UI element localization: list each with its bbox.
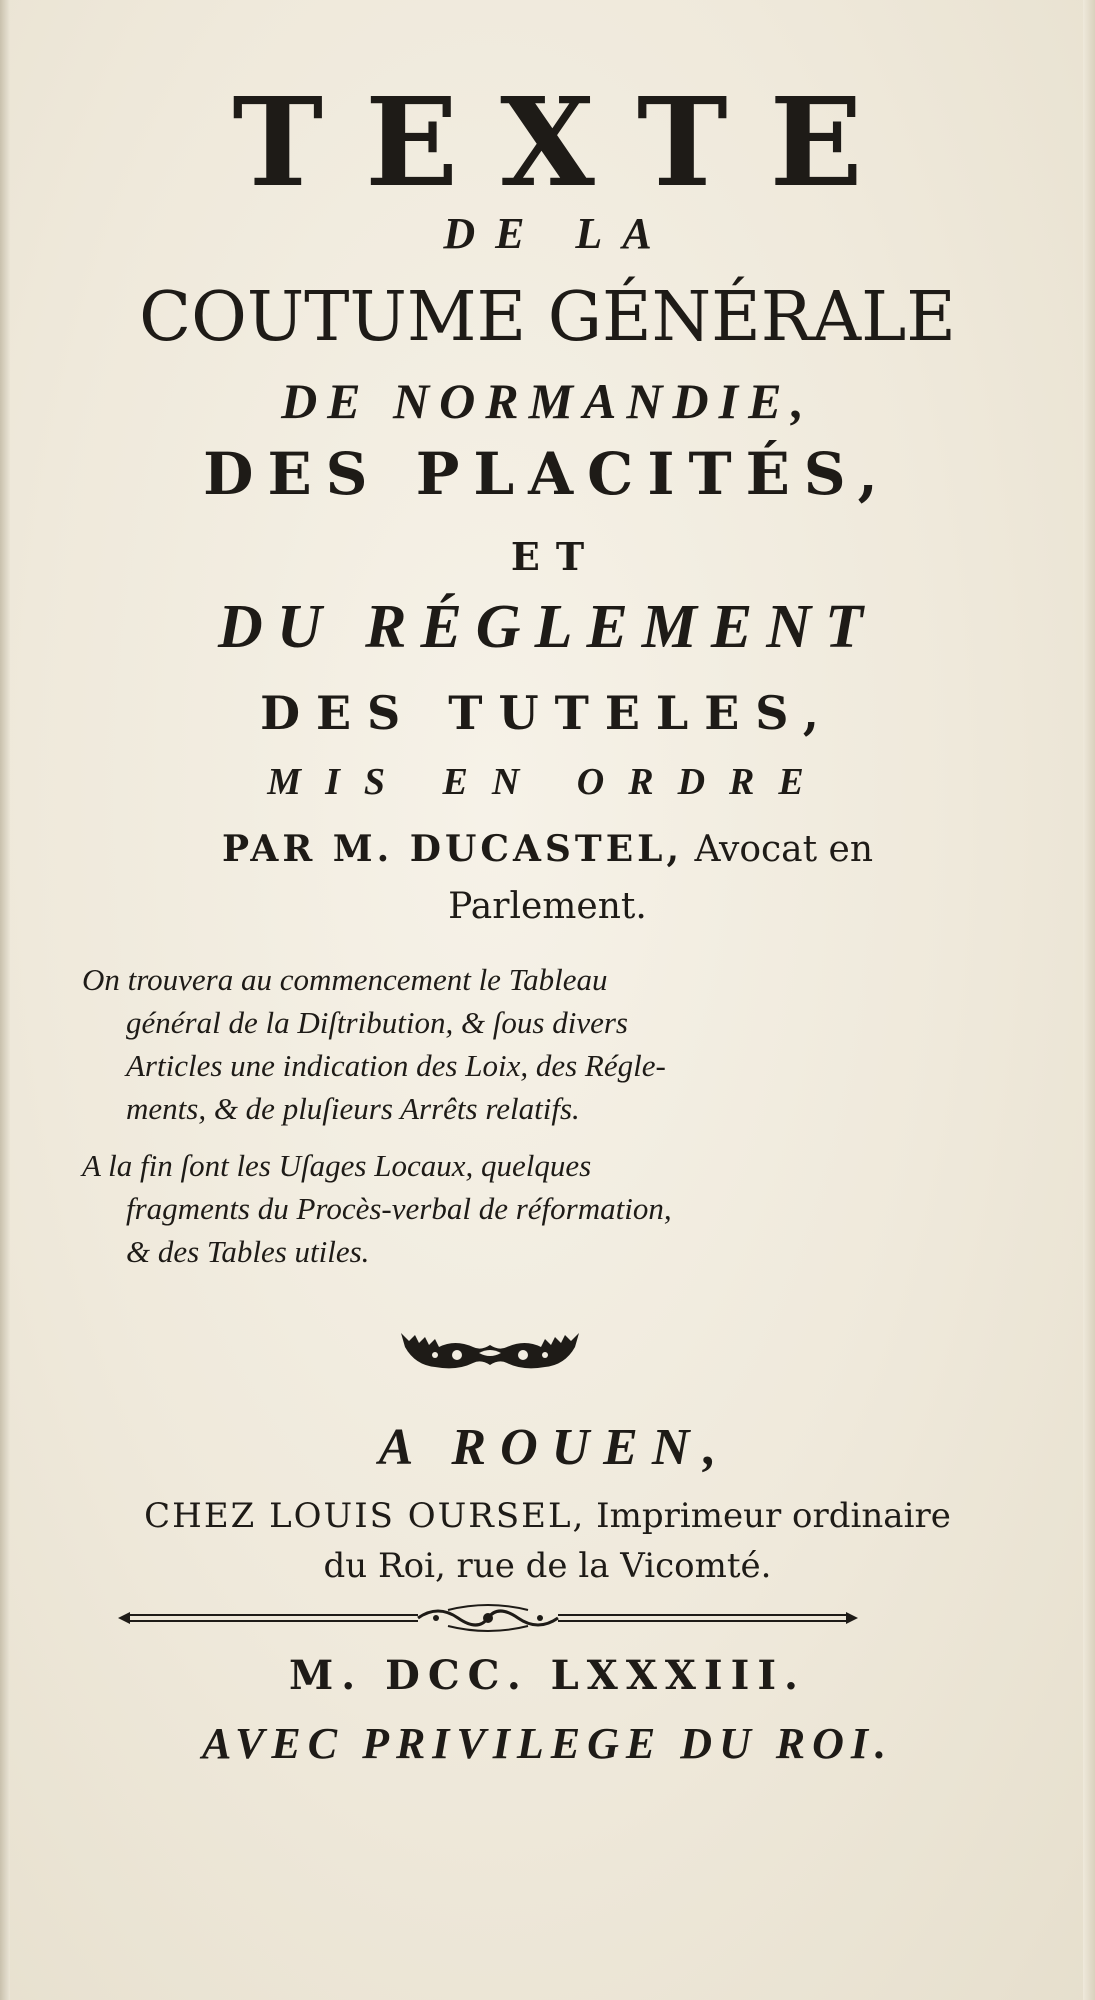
- title-de-la: DE LA: [443, 209, 672, 258]
- imprint-printer: [0, 1496, 1095, 1536]
- description-line: général de la Diſtribution, & ſous divers: [126, 1005, 628, 1040]
- printer-role: Imprimeur ordinaire: [585, 1496, 951, 1536]
- ornamental-rule-icon: [118, 1598, 858, 1638]
- appendix-line: fragments du Procès-verbal de réformation,: [126, 1191, 672, 1226]
- title-des-tuteles: DES TUTELES,: [260, 686, 835, 740]
- author-line: [0, 828, 1095, 870]
- appendix-paragraph: [82, 1144, 897, 1273]
- title-du-reglement: DU RÉGLEMENT: [218, 593, 877, 661]
- description-paragraph: [82, 958, 897, 1130]
- title-texte: TEXTE: [232, 70, 905, 214]
- printer-name: CHEZ LOUIS OURSEL,: [144, 1496, 586, 1536]
- author-title: Avocat en: [683, 829, 874, 870]
- title-et: ET: [510, 534, 601, 579]
- title-coutume-generale: COUTUME GÉNÉRALE: [139, 278, 956, 357]
- imprint-place: A ROUEN,: [378, 1419, 731, 1476]
- author-parlement: Parlement.: [448, 886, 647, 927]
- fleuron-ornament-icon: [395, 1325, 585, 1381]
- title-des-placites: DES PLACITÉS,: [203, 440, 892, 508]
- appendix-line: & des Tables utiles.: [126, 1234, 370, 1269]
- publication-date: M. DCC. LXXXIII.: [289, 1652, 806, 1699]
- description-line: On trouvera au commencement le Tableau: [82, 962, 608, 997]
- royal-privilege: AVEC PRIVILEGE DU ROI.: [201, 1719, 894, 1768]
- title-de-normandie: DE NORMANDIE,: [281, 373, 814, 429]
- imprint-address: du Roi, rue de la Vicomté.: [323, 1546, 772, 1586]
- description-line: ments, & de pluſieurs Arrêts relatifs.: [126, 1091, 580, 1126]
- author-name: PAR M. DUCASTEL,: [221, 828, 683, 870]
- appendix-line: A la fin ſont les Uſages Locaux, quelques: [82, 1148, 592, 1183]
- title-mis-en-ordre: MIS EN ORDRE: [267, 761, 828, 803]
- description-line: Articles une indication des Loix, des Régle-: [126, 1048, 666, 1083]
